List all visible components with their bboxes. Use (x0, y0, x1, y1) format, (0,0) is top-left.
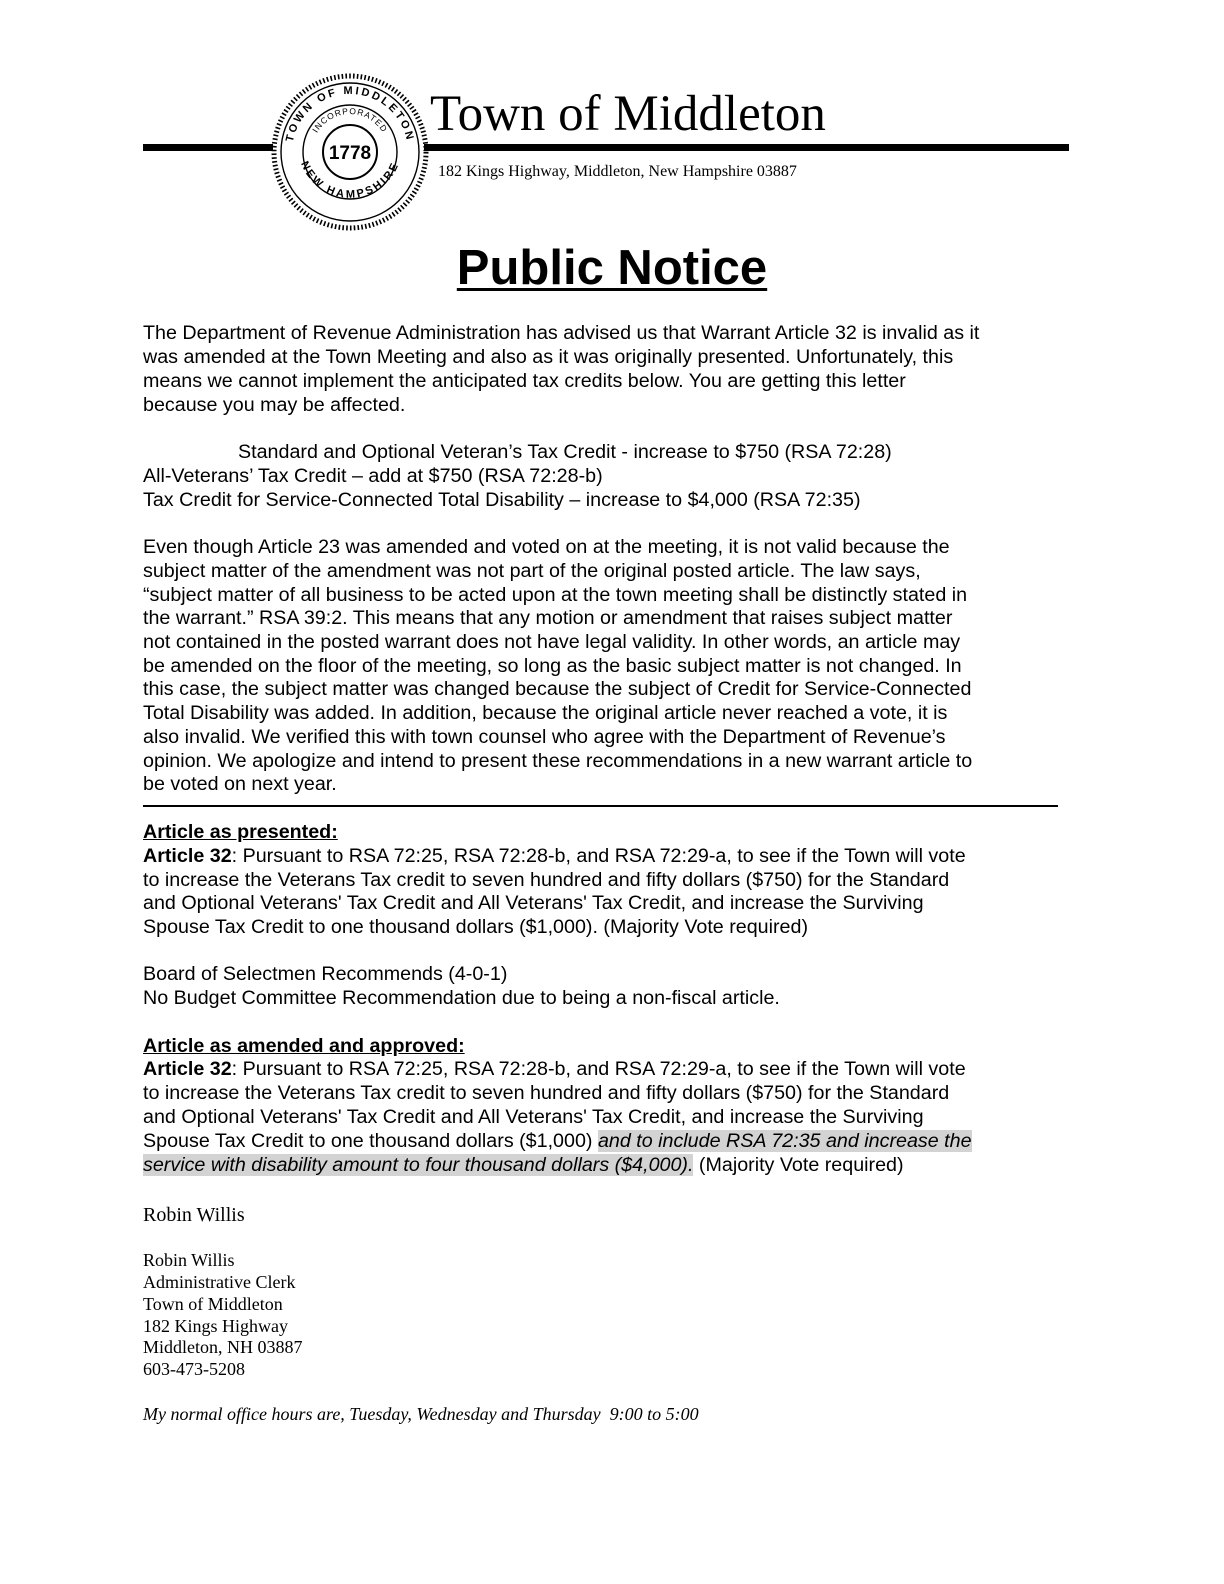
article-amended-label: Article 32 (143, 1058, 232, 1080)
page-title (0, 238, 1224, 298)
town-address: 182 Kings Highway, Middleton, New Hampshire 03887 (438, 163, 797, 180)
recommendation-line: Board of Selectmen Recommends (4-0-1) (143, 963, 508, 985)
town-seal (270, 72, 430, 232)
explanation-line: the warrant.” RSA 39:2. This means that any motion or amendment that raises subject matter (143, 607, 953, 629)
article-amended-tail: (Majority Vote required) (693, 1154, 904, 1176)
article-amended-line: and Optional Veterans' Tax Credit and All Veterans' Tax Credit, and increase the Surviving (143, 1106, 924, 1128)
article-amended-text: : Pursuant to RSA 72:25, RSA 72:28-b, and RSA 72:29-a, to see if the Town will vote (231, 1058, 966, 1080)
explanation-line: this case, the subject matter was changed because the subject of Credit for Service-Connected (143, 678, 972, 700)
amendment-highlight: and to include RSA 72:35 and increase the (597, 1130, 972, 1152)
intro-line: was amended at the Town Meeting and also as it was originally presented. Unfortunately, this (143, 346, 954, 368)
intro-line: because you may be affected. (143, 394, 406, 416)
credit-item: All-Veterans’ Tax Credit – add at $750 (RSA 72:28-b) (143, 465, 603, 487)
office-hours: My normal office hours are, Tuesday, Wednesday and Thursday 9:00 to 5:00 (143, 1404, 699, 1424)
explanation-line: “subject matter of all business to be acted upon at the town meeting shall be distinctly stated in (143, 584, 968, 606)
explanation-line: not contained in the posted warrant does not have legal validity. In other words, an article may (143, 631, 961, 653)
town-name: Town of Middleton (430, 86, 826, 142)
article-amended-heading: Article as amended and approved: (143, 1035, 465, 1057)
intro-line: The Department of Revenue Administration has advised us that Warrant Article 32 is invalid as it (143, 322, 980, 344)
signature-block-line: 182 Kings Highway (143, 1316, 288, 1336)
intro-line: means we cannot implement the anticipated tax credits below. You are getting this letter (143, 370, 906, 392)
letterhead-rule-right (424, 144, 1069, 151)
recommendation-line: No Budget Committee Recommendation due to being a non-fiscal article. (143, 987, 780, 1009)
explanation-line: Total Disability was added. In addition, because the original article never reached a vote, it is (143, 702, 948, 724)
explanation-line: subject matter of the amendment was not part of the original posted article. The law says, (143, 560, 921, 582)
signature-name: Robin Willis (143, 1204, 245, 1226)
explanation-line: also invalid. We verified this with town counsel who agree with the Department of Revenue’s (143, 726, 946, 748)
credit-item: Standard and Optional Veteran’s Tax Credit - increase to $750 (RSA 72:28) (238, 441, 892, 463)
seal-bottom-text (298, 160, 402, 201)
letterhead-rule-left (143, 144, 273, 151)
section-divider (143, 805, 1058, 807)
article-presented-line: Spouse Tax Credit to one thousand dollars ($1,000). (Majority Vote required) (143, 916, 809, 938)
seal-bottom-arc: NEW HAMPSHIRE (298, 159, 402, 201)
explanation-line: be voted on next year. (143, 773, 337, 795)
article-presented-heading: Article as presented: (143, 821, 338, 843)
page-title-text: Public Notice (456, 241, 768, 295)
signature-block-line: Town of Middleton (143, 1294, 283, 1314)
explanation-line: be amended on the floor of the meeting, so long as the basic subject matter is not changed. In (143, 655, 962, 677)
article-presented-text: : Pursuant to RSA 72:25, RSA 72:28-b, and RSA 72:29-a, to see if the Town will vote (231, 845, 966, 867)
article-amended-line (143, 1058, 966, 1082)
seal-inner-text (310, 106, 390, 134)
article-presented-line (143, 845, 966, 869)
credit-item: Tax Credit for Service-Connected Total Disability – increase to $4,000 (RSA 72:35) (143, 489, 861, 511)
explanation-line: opinion. We apologize and intend to present these recommendations in a new warrant article to (143, 750, 973, 772)
seal-inner-arc: INCORPORATED (310, 105, 390, 135)
explanation-line: Even though Article 23 was amended and voted on at the meeting, it is not valid because the (143, 536, 950, 558)
signature-block-line: 603-473-5208 (143, 1359, 245, 1379)
article-amended-line (143, 1154, 904, 1178)
seal-top-arc: TOWN OF MIDDLETON (283, 84, 417, 144)
seal-year: 1778 (328, 143, 372, 164)
signature-block-line: Middleton, NH 03887 (143, 1337, 303, 1357)
signature-block-line: Robin Willis (143, 1250, 235, 1270)
article-presented-line: to increase the Veterans Tax credit to seven hundred and fifty dollars ($750) for the Standard (143, 869, 950, 891)
article-presented-line: and Optional Veterans' Tax Credit and All Veterans' Tax Credit, and increase the Surviving (143, 892, 924, 914)
amendment-highlight: service with disability amount to four thousand dollars ($4,000). (143, 1154, 694, 1176)
signature-block-line: Administrative Clerk (143, 1272, 296, 1292)
article-amended-text: Spouse Tax Credit to one thousand dollars ($1,000) (143, 1130, 598, 1152)
article-amended-line: to increase the Veterans Tax credit to seven hundred and fifty dollars ($750) for the Standard (143, 1082, 950, 1104)
article-presented-label: Article 32 (143, 845, 232, 867)
article-amended-line (143, 1130, 972, 1154)
